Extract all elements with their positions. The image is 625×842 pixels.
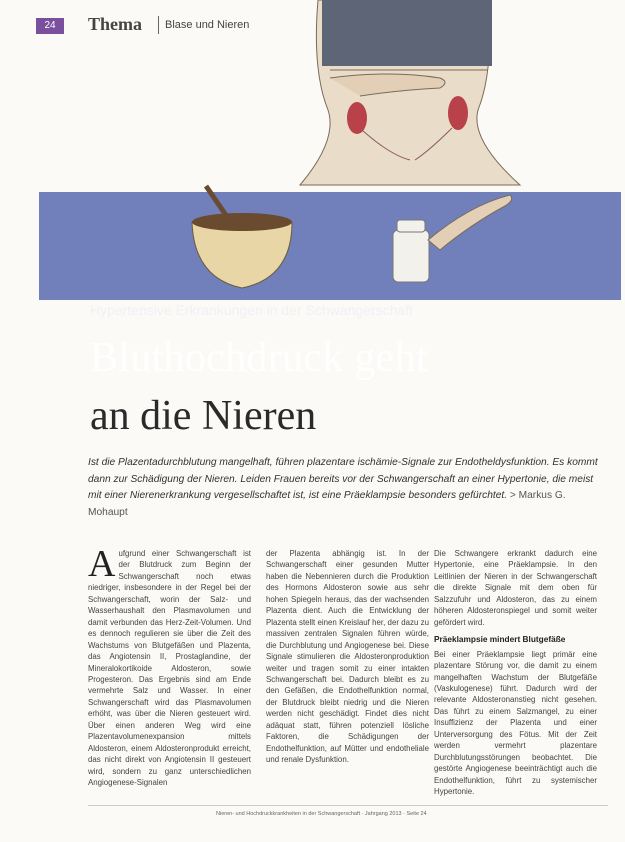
body-column-2: der Plazenta abhängig ist. In der Schwangerschaft einer gesunden Mutter haben die Nebennieren durch die Produktion des Hormons Aldosteron sowie aus sehr hohen Spiegeln heraus, das der wachsenden Plazenta dient. Auch die Entwicklung der Plazenta stellt einen Kreislauf her, der dazu zu massiven zentralen Signalen führen würde, die Durchblutung und Angiogenese bei. Diese Signale stimulieren die Aldosteronproduktion weiter und tragen somit zu einer intakten Schwangerschaft bei. Dadurch bleibt es zu den Gefäßen, die Endothelfunktion normal, der Blutdruck bleibt niedrig und die Nieren werden nicht geschädigt. Findet dies nicht adäquat statt, führen potenziell lösliche Faktoren, die Schädigungen der Endothelfunktion, auf Mütter und endotheliale und renale Dysfunktion. [266, 549, 429, 765]
page-number: 24 [36, 18, 64, 34]
article-illustration [0, 0, 625, 300]
header-divider [158, 16, 159, 34]
lead-text: Ist die Plazentadurchblutung mangelhaft, führen plazentare ischämie-Signale zur Endotheldysfunktion. Es kommt dann zur Schädigung der Nieren. Leiden Frauen bereits vor der Schwangerschaft an einer Hypertonie, die meist mit einer Nierenerkrankung vergesellschaftet ist, ist eine Präeklampsie besonders gefürchtet. [88, 457, 598, 501]
article-body [88, 543, 608, 800]
article-title-line1: Bluthochdruck geht [90, 335, 428, 381]
column-3-text-b: Bei einer Präeklampsie liegt primär eine plazentare Störung vor, die damit zu einem mangelhaften Wachstum der Blutgefäße (Vaskulogenese) führt. Dadurch wird der relevante Aldosteronanstieg nicht gesehen. Das führt zu einem Salzmangel, zu einer Insuffizienz der Plazenta und einer Unterversorgung des Fötus. Mit der Zeit werden vermehrt plazentare Durchblutungsstörungen beobachtet. Die gestörte Angiogenese beeinträchtigt auch die Endothelfunktion, führt zu systemischer Hypertonie. [434, 649, 597, 797]
article-author: > Markus G. Mohaupt [88, 490, 566, 518]
section-title: Thema [88, 14, 142, 34]
column-3-subhead: Präeklampsie mindert Blutgefäße [434, 634, 566, 645]
column-3-text-a: Die Schwangere erkrankt dadurch eine Hypertonie, eine Präeklampsie. In den Leitlinien der Nieren in der Schwangerschaft die direkte Signale mit dem oben für Salzzufuhr und Aldosteron, das zu einem höheren Aldosteronspiegel und somit weiter gefördert wird. [434, 549, 597, 627]
article-kicker: Hypertensive Erkrankungen in der Schwangerschaft [90, 302, 413, 318]
page-footer: Nieren- und Hochdruckkrankheiten in der Schwangerschaft · Jahrgang 2013 · Seite 24 [216, 811, 427, 817]
body-column-3 [434, 548, 597, 798]
footer-divider [88, 805, 608, 806]
column-1-text: ufgrund einer Schwangerschaft ist der Blutdruck zum Beginn der Schwangerschaft noch etwas niedriger, insbesondere in der Regel bei der Schwangerschaft, worin der Salz- und Wasserhaushalt den Plasmavolumen und damit verbunden das Herz-Zeit-Volumen. Und es dennoch regulieren sie über die Zeit des Wachstums von Blutgefäßen und Plazenta, das Angiotensin II, Prostaglandine, der Mineralokortikoide Aldosteron, sowie Progesteron. Das Ergebnis sind am Ende vermehrte Salz und Wasser. In einer Schwangerschaft wird das Plasmavolumen erhöht, was über die Nieren gesteuert wird. Über einen anderen Weg wird eine Plazentavolumenexpansion mittels Aldosteron, einem Aldosteronprodukt erreicht, das nicht direkt von Angiotensin II gesteuert wird, sondern zu ganz unterschiedlichen Angiogenese-Signalen [88, 549, 251, 788]
drop-cap: A [88, 543, 116, 585]
body-column-1 [88, 543, 251, 789]
article-lead [88, 455, 608, 521]
section-topic: Blase und Nieren [165, 19, 250, 31]
article-title-line2: an die Nieren [90, 393, 317, 439]
